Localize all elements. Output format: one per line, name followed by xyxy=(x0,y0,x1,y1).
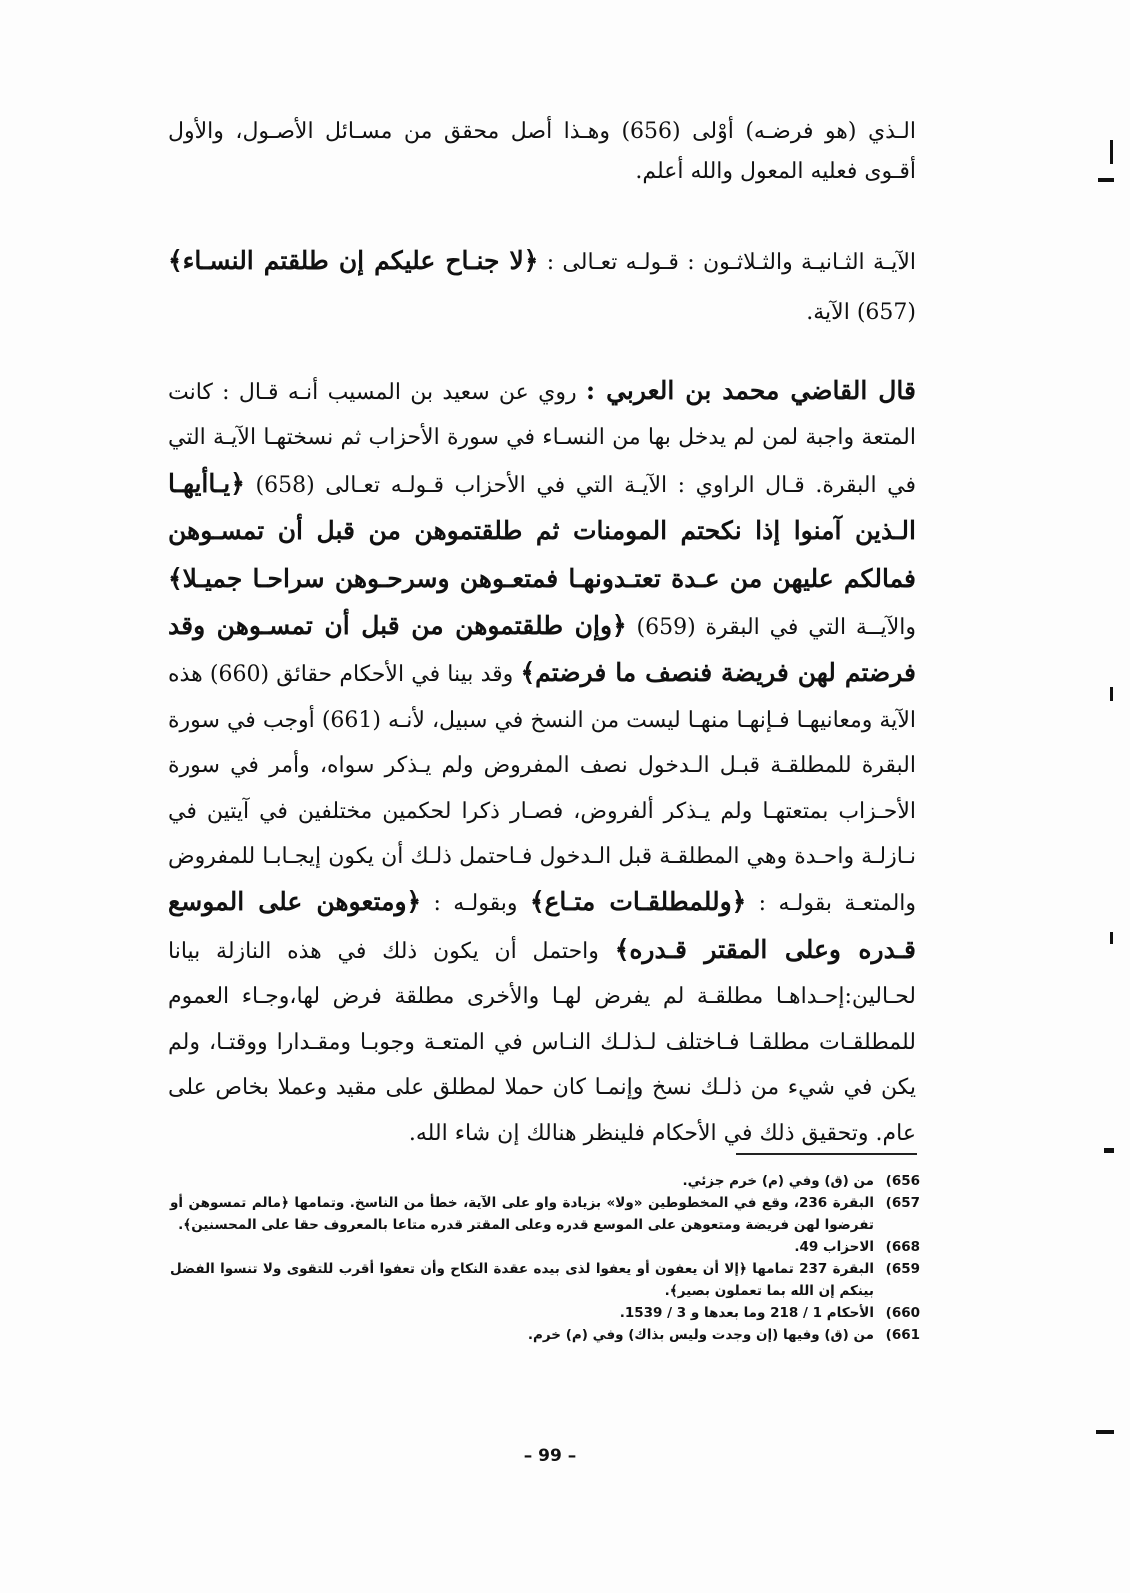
footnote-number: 661) xyxy=(885,1327,920,1343)
scan-edge-mark xyxy=(1110,687,1113,701)
footnote xyxy=(170,1192,920,1236)
scan-edge-mark xyxy=(1110,932,1113,944)
footnote xyxy=(170,1258,920,1302)
verse-heading-end: (657) الآية. xyxy=(806,300,916,325)
footnote-number: 660) xyxy=(885,1305,920,1321)
footnote-number: 656) xyxy=(885,1173,920,1189)
paragraph-3 xyxy=(168,368,916,1156)
scan-edge-mark xyxy=(1096,1430,1114,1434)
scan-edge-mark xyxy=(1110,140,1113,164)
quranic-quote: ﴿يـاأيهـا الـذين آمنوا إذا نكحتم المومنات ثم طلقتموهن من قبل أن تمسـوهن فمالكم عليهن من عـدة تعتـدونهـا فمتعـوهن وسرحـوهن سراحـا جميـلا﴾ xyxy=(168,468,916,593)
page-number: – 99 – xyxy=(523,1446,577,1466)
footnote-text: الاحزاب 49. xyxy=(794,1239,874,1255)
footnotes xyxy=(170,1170,920,1346)
footnote-text: الأحكام 1 / 218 وما بعدها و 3 / 1539. xyxy=(619,1305,874,1321)
footnote-text: من (ق) وفي (م) خرم جزئي. xyxy=(682,1173,874,1189)
text-segment: واحتمل أن يكون ذلك في هذه النازلة بيانا لحـالين:إحـداهـا مطلقـة لم يفرض لهـا والأخرى مطلقة فرض لها،وجـاء العموم للمطلقـات مطلقـا فـاختلف لـذلـك النـاس في المتعـة وجوبـا ومقـدارا ووقتـا، ولم يكن في شيء من ذلـك نسخ وإنمـا كان حملا لمطلق على مقيد وعملا بخاص على عام. وتحقيق ذلك في الأحكام فلينظر هنالك إن شاء الله. xyxy=(168,938,916,1146)
footnote-number: 668) xyxy=(885,1239,920,1255)
scan-edge-mark xyxy=(1098,178,1114,182)
footnote-separator xyxy=(736,1153,917,1155)
footnote-text: من (ق) وفيها (إن وجدت وليس بذاك) وفي (م) خرم. xyxy=(527,1327,874,1343)
paragraph-2-text xyxy=(168,236,916,338)
quranic-quote: ﴿لا جنـاح عليكم إن طلقتم النسـاء﴾ xyxy=(168,246,539,275)
footnote-text: البقرة 237 تمامها ﴿إلا أن يعفون أو يعفوا لذى بيده عقدة النكاح وأن تعفوا أقرب للتقوى ولا تنسوا الفضل بينكم إن الله بما تعملون بصير﴾. xyxy=(170,1261,874,1299)
quranic-quote: ﴿وإن طلقتموهن من قبل أن تمسـوهن وقد فرضتم لهن فريضة فنصف ما فرضتم﴾ xyxy=(168,611,916,688)
verse-heading: الآيـة الثـانيـة والثـلاثـون : قـولـه تعـالى : xyxy=(538,250,916,275)
paragraph-1 xyxy=(168,112,916,192)
text-segment: وبقولـه : xyxy=(421,891,530,917)
footnote xyxy=(170,1236,920,1258)
speaker-label: قال القاضي محمد بن العربي : xyxy=(585,376,916,405)
text-segment: وقد بينا في الأحكام حقائق (660) هذه الآية ومعانيهـا فـإنهـا منهـا ليست من النسخ في سبيل، لأنـه (661) أوجب في سورة البقرة للمطلقـة قبـل الـدخول نصف المفروض ولم يـذكر سواه، وأمر في سورة الأحـزاب بمتعتهـا ولم يـذكر ألفروض، فصـار ذكرا لحكمين مختلفين في آيتين في نـازلـة واحـدة وهي المطلقـة قبل الـدخول فـاحتمل ذلـك أن يكون إيجـابـا للمفروض والمتعـة بقولـه : xyxy=(168,662,917,917)
footnote xyxy=(170,1324,920,1346)
paragraph-1-text: الـذي (هو فرضـه) أوْلى (656) وهـذا أصل محقق من مسـائل الأصـول، والأول أقـوى فعليه المعول والله أعلم. xyxy=(168,119,916,184)
paragraph-2 xyxy=(168,236,916,338)
quranic-quote: ﴿ومتعوهن على الموسع قـدره وعلى المقتر قـدره﴾ xyxy=(168,887,917,964)
footnote xyxy=(170,1170,920,1192)
footnote-text: البقرة 236، وقع في المخطوطين «ولا» بزيادة واو على الآية، خطأ من الناسخ. وتمامها ﴿مالم تمسوهن أو تفرضوا لهن فريضة ومتعوهن على الموسع قدره وعلى المقتر قدره متاعا بالمعروف حقا على المحسنين﴾. xyxy=(170,1195,874,1233)
text-segment: والآيــة التي في البقرة (659) xyxy=(626,615,916,641)
footnote xyxy=(170,1302,920,1324)
quranic-quote: ﴿وللمطلقـات متـاع﴾ xyxy=(529,887,747,917)
text-segment: روي عن سعيد بن المسيب أنـه قـال : كانت المتعة واجبة لمن لم يدخل بها من النسـاء في سورة الأحزاب ثم نسختهـا الآيـة التي في البقرة. قـال الراوي : الآيـة التي في الأحزاب قـولـه تعـالى (658) xyxy=(168,380,916,498)
paragraph-3-text xyxy=(168,368,916,1156)
footnote-number: 657) xyxy=(885,1195,920,1211)
footnote-number: 659) xyxy=(885,1261,920,1277)
scan-edge-mark xyxy=(1104,1148,1114,1153)
